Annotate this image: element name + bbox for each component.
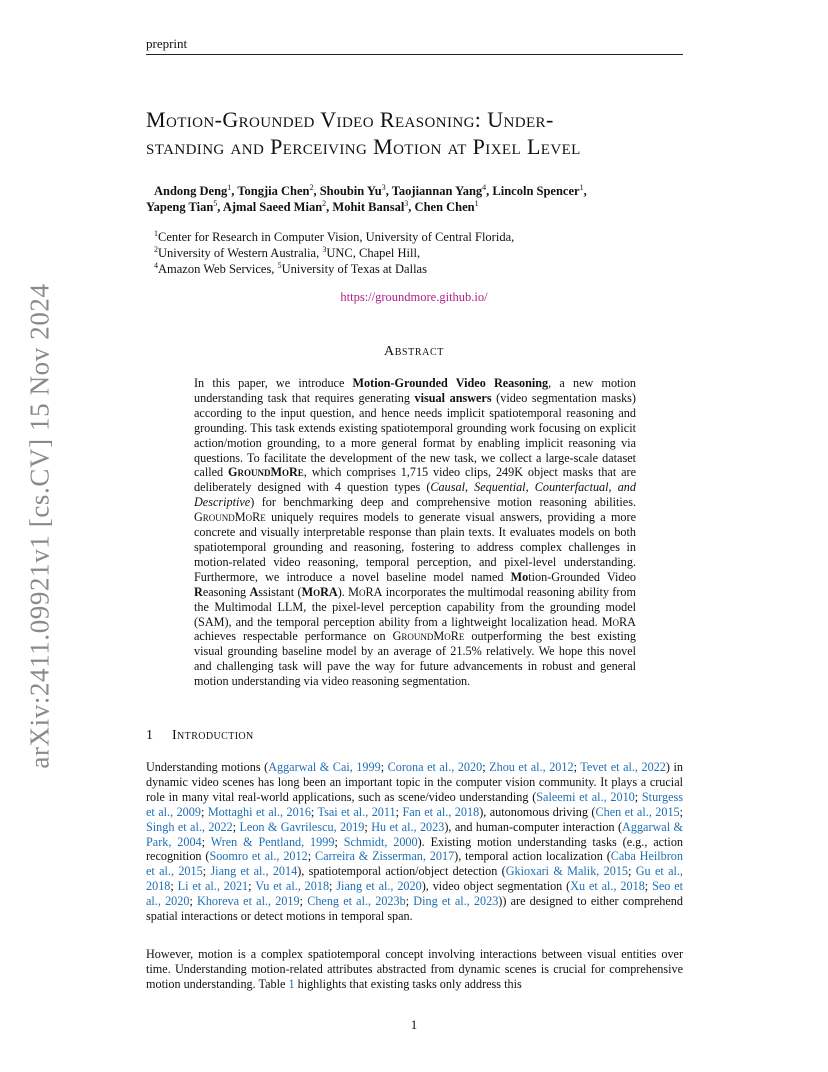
model-name: MoRA xyxy=(601,614,636,629)
author: Shoubin Yu xyxy=(319,184,382,198)
paragraph-text: ; xyxy=(380,760,388,774)
intro-paragraph-2 xyxy=(146,947,683,992)
affil-number: 5 xyxy=(277,261,282,270)
citation-link[interactable]: Xu et al., 2018 xyxy=(570,879,645,894)
citation-link[interactable]: Ding et al., 2023 xyxy=(413,894,499,909)
emphasis: A xyxy=(249,584,259,599)
paragraph-text: ; xyxy=(200,804,208,819)
author-affil-mark: 2 xyxy=(322,199,327,208)
abstract-text: ) for benchmarking deep and comprehensive motion reasoning abilities. xyxy=(250,495,636,510)
paragraph-text: ; xyxy=(395,804,403,819)
citation-link[interactable]: Chen et al., 2015 xyxy=(595,804,680,819)
author: Taojiannan Yang xyxy=(391,184,483,198)
paragraph-text: ). Existing motion understanding tasks (e.g., action recognition ( xyxy=(146,834,684,864)
section-heading xyxy=(146,728,546,744)
paragraph-text: highlights that existing tasks only address this xyxy=(294,976,522,991)
citation-link[interactable]: Jiang et al., 2014 xyxy=(210,864,298,879)
citation-link[interactable]: Tsai et al., 2011 xyxy=(317,804,396,819)
citation-link[interactable]: Gkioxari & Malik, 2015 xyxy=(505,864,629,879)
affil-number: 4 xyxy=(154,261,158,270)
paragraph-text: Understanding motions ( xyxy=(146,760,269,774)
author-affil-mark: 3 xyxy=(381,183,386,192)
paragraph-text: ; xyxy=(202,864,211,879)
abstract-text: , which comprises 1,715 video clips, 249K object masks that are deliberately designed with 4 question types ( xyxy=(194,465,636,495)
citation-link[interactable]: Carreira & Zisserman, 2017 xyxy=(314,849,455,864)
abstract-heading: Abstract xyxy=(384,344,444,359)
question-types: Causal, Sequential, Counterfactual, and Descriptive xyxy=(194,480,636,510)
citation-link[interactable]: Soomro et al., 2012 xyxy=(209,849,308,864)
paragraph-text: ; xyxy=(248,879,256,894)
emphasis: R xyxy=(194,584,203,599)
citation-link[interactable]: Seo et al., 2020 xyxy=(146,879,684,909)
paragraph-text: ) in dynamic video scenes has long been an important topic in the computer vision community. It plays a crucial role in many vital real-world applications, such as scene/video understanding ( xyxy=(146,760,683,804)
citation-link[interactable]: Leon & Gavrilescu, 2019 xyxy=(239,819,365,834)
abstract-text: easoning xyxy=(202,584,250,599)
paragraph-text: ), spatiotemporal action/object detection ( xyxy=(297,864,506,879)
paragraph-text: ; xyxy=(189,894,198,909)
citation-link[interactable]: Sturgess et al., 2009 xyxy=(146,789,683,819)
author: Mohit Bansal xyxy=(332,200,405,214)
paragraph-text: ; xyxy=(329,879,337,894)
citation-link[interactable]: Vu et al., 2018 xyxy=(255,879,330,894)
paragraph-text: ; xyxy=(628,864,636,879)
paragraph-text: ), temporal action localization ( xyxy=(454,849,611,864)
model-name: MoRA xyxy=(301,584,338,599)
citation-link[interactable]: Cheng et al., 2023b xyxy=(307,894,406,909)
affil-number: 2 xyxy=(154,245,158,254)
paragraph-text: ; xyxy=(644,879,653,894)
paragraph-text: )) are designed to either comprehend spatial interactions or detect motions in temporal span. xyxy=(146,894,683,924)
author-affil-mark: 1 xyxy=(579,183,584,192)
paragraph-text: ; xyxy=(405,894,414,909)
citation-link[interactable]: Hu et al., 2023 xyxy=(371,819,445,834)
author: Ajmal Saeed Mian xyxy=(222,200,323,214)
citation-link[interactable]: Fan et al., 2018 xyxy=(402,804,480,819)
author-line-1: Andong Deng$^1$, Tongjia Chen$^2$, Shoubin Yu$^3$, Taojiannan Yang$^4$, Lincoln Spencer$^1$, xyxy=(154,183,587,198)
citation-link[interactable]: Jiang et al., 2020 xyxy=(336,879,422,894)
author-affil-mark: 2 xyxy=(309,183,314,192)
author-affil-mark: 1 xyxy=(227,183,232,192)
citation-link[interactable]: Zhou et al., 2012 xyxy=(489,760,574,774)
intro-paragraph-1 xyxy=(146,760,683,924)
affiliation-line xyxy=(154,229,674,245)
section-number: 1 xyxy=(146,728,154,743)
section-title: Introduction xyxy=(172,728,254,743)
abstract-text: (video segmentation masks) according to the input question, and hence needs implicit spatiotemporal reasoning and grounding. This task extends existing spatiotemporal grounding work focusing on explicit action/motion grounding, to a more general format by enabling implicit reasoning via questions. To facilitate the development of the new task, we collect a large-scale dataset called xyxy=(194,390,636,480)
paragraph-text: ), and human-computer interaction ( xyxy=(444,819,623,834)
author: Yapeng Tian xyxy=(146,200,214,214)
citation-link[interactable]: Mottaghi et al., 2016 xyxy=(207,804,311,819)
dataset-name: GroundMoRe xyxy=(194,510,266,525)
arxiv-stamp-text: arXiv:2411.09921v1 [cs.CV] 15 Nov 2024 xyxy=(24,283,55,769)
paragraph-text: ; xyxy=(334,834,344,849)
abstract-text: ssistant ( xyxy=(258,584,302,599)
paragraph-text: ), autonomous driving ( xyxy=(479,804,596,819)
paragraph-text: ; xyxy=(573,760,581,774)
author-affil-mark: 1 xyxy=(474,199,479,208)
author: Tongjia Chen xyxy=(237,184,310,198)
author-affil-mark: 3 xyxy=(404,199,409,208)
project-url-link[interactable]: https://groundmore.github.io/ xyxy=(340,290,488,304)
model-name: MoRA xyxy=(348,584,383,599)
paper-title xyxy=(146,106,706,160)
task-name: Motion-Grounded Video Reasoning xyxy=(352,376,549,390)
affil-number: 3 xyxy=(322,245,327,254)
author: Lincoln Spencer xyxy=(492,184,580,198)
abstract-body xyxy=(194,376,636,689)
paragraph-text: ; xyxy=(634,789,642,804)
affiliation: Amazon Web Services, xyxy=(158,262,278,276)
author-affil-mark: 4 xyxy=(482,183,487,192)
citation-link[interactable]: 1 xyxy=(288,976,295,991)
abstract-text: incorporates the multimodal reasoning ability from the Multimodal LLM, the pixel-level perception capability from the grounding model (SAM), and the temporal perception ability from a lightweight localization head. xyxy=(194,584,637,629)
paragraph-text: ; xyxy=(299,894,308,909)
affiliations xyxy=(154,229,674,277)
citation-link[interactable]: Caba Heilbron et al., 2015 xyxy=(146,849,683,879)
abstract-text: ). xyxy=(337,584,349,599)
abstract-text: In this paper, we introduce xyxy=(194,376,353,390)
citation-link[interactable]: Li et al., 2021 xyxy=(177,879,249,894)
abstract-text: , a new motion understanding task that requires generating xyxy=(194,376,637,405)
affiliation: Center for Research in Computer Vision, University of Central Florida, xyxy=(158,230,515,244)
abstract-text: achieves respectable performance on xyxy=(194,629,393,644)
emphasis: visual answers xyxy=(414,390,492,405)
title-line-2: standing and Perceiving Motion at Pixel Level xyxy=(146,134,581,159)
affiliation: UNC, Chapel Hill, xyxy=(326,246,421,260)
paragraph-text: ; xyxy=(482,760,490,774)
dataset-name: GroundMoRe xyxy=(228,465,304,480)
dataset-name: GroundMoRe xyxy=(392,629,465,644)
affiliation-line xyxy=(154,261,674,277)
author: Chen Chen xyxy=(414,200,475,214)
affiliation: University of Texas at Dallas xyxy=(281,262,427,276)
emphasis: Mo xyxy=(510,569,529,584)
paragraph-text: ; xyxy=(232,819,240,834)
author-line-2: Yapeng Tian$^5$, Ajmal Saeed Mian$^2$, Mohit Bansal$^3$, Chen Chen$^1$ xyxy=(146,199,479,214)
author: Andong Deng xyxy=(154,184,228,198)
affiliation-line xyxy=(154,245,674,261)
paragraph-text: ; xyxy=(201,834,211,849)
affiliation: University of Western Australia, xyxy=(158,246,323,260)
paragraph-text: ; xyxy=(364,819,372,834)
citation-link[interactable]: Aggarwal & Park, 2004 xyxy=(146,819,683,849)
title-line-1: Motion-Grounded Video Reasoning: Under- xyxy=(146,107,554,132)
abstract-text: outperforming the best existing visual grounding baseline model by an average of 21.5% relatively. We hope this novel and challenging task will pave the way for future advancements in robust and general motion understanding via video reasoning segmentation. xyxy=(194,629,636,689)
author-affil-mark: 5 xyxy=(213,199,218,208)
citation-link[interactable]: Wren & Pentland, 1999 xyxy=(210,834,335,849)
author-list xyxy=(146,183,706,215)
citation-link[interactable]: Singh et al., 2022 xyxy=(146,819,233,834)
page-number: 1 xyxy=(410,1017,418,1032)
citation-link[interactable]: Aggarwal & Cai, 1999 xyxy=(268,760,381,774)
paragraph-text: ; xyxy=(307,849,315,864)
abstract-text: tion-Grounded Video xyxy=(528,569,636,584)
citation-link[interactable]: Schmidt, 2000 xyxy=(343,834,418,849)
citation-link[interactable]: Gu et al., 2018 xyxy=(146,864,683,894)
paragraph-text: ; xyxy=(310,804,318,819)
paragraph-text: However, motion is a complex spatiotemporal concept involving interactions between visual entities over time. Understanding motion-related attributes abstracted from dynamic scenes is crucial for comprehensive motion understanding. Table xyxy=(146,947,683,991)
citation-link[interactable]: Corona et al., 2020 xyxy=(387,760,483,774)
paragraph-text: ; xyxy=(679,804,684,819)
paragraph-text: ; xyxy=(170,879,178,894)
running-header: preprint xyxy=(146,36,683,55)
citation-link[interactable]: Tevet et al., 2022 xyxy=(580,760,666,774)
affil-number: 1 xyxy=(154,229,158,238)
paragraph-text: ), video object segmentation ( xyxy=(421,879,571,894)
citation-link[interactable]: Khoreva et al., 2019 xyxy=(197,894,300,909)
abstract-text: uniquely requires models to generate visual answers, providing a more concrete and visually interpretable response than plain texts. It evaluates models on both spatiotemporal grounding and reasoning, fostering to address complex challenges in motion-related video reasoning, temporal perception, and pixel-level understanding. Furthermore, we introduce a novel baseline model named xyxy=(194,510,636,584)
citation-link[interactable]: Saleemi et al., 2010 xyxy=(536,789,635,804)
